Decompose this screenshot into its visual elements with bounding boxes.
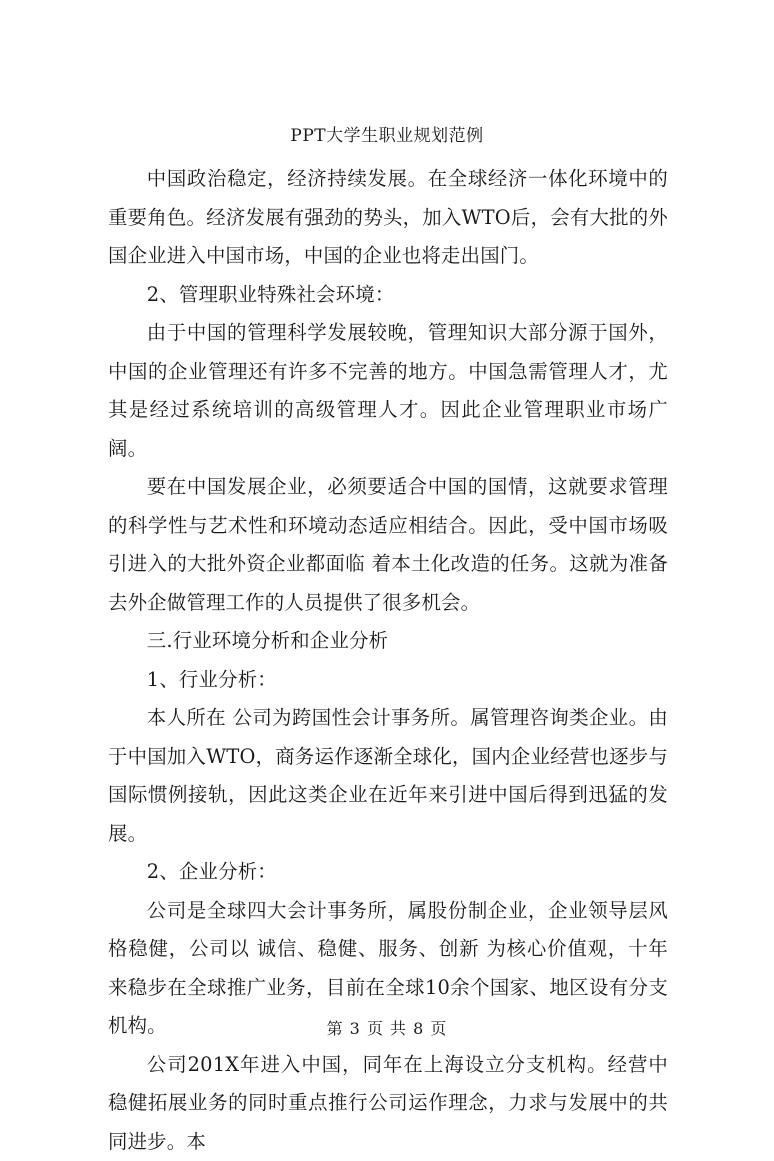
subsection-heading-enterprise: 2、企业分析： (108, 853, 668, 892)
document-title: PPT大学生职业规划范例 (0, 124, 774, 148)
page-number-footer: 第 3 页 共 8 页 (0, 1018, 774, 1040)
document-body (108, 160, 668, 1161)
paragraph-industry: 本人所在 公司为跨国性会计事务所。属管理咨询类企业。由于中国加入WTO，商务运作逐渐全球化，国内企业经营也逐步与国际惯例接轨，因此这类企业在近年来引进中国后得到迅猛的发展。 (108, 699, 668, 853)
paragraph-economy: 中国政治稳定，经济持续发展。在全球经济一体化环境中的重要角色。经济发展有强劲的势头，加入WTO后，会有大批的外国企业进入中国市场，中国的企业也将走出国门。 (108, 160, 668, 276)
section-heading-management-environment: 2、管理职业特殊社会环境： (108, 276, 668, 315)
paragraph-china-entry: 公司201X年进入中国，同年在上海设立分支机构。经营中稳健拓展业务的同时重点推行公司运作理念，力求与发展中的共同进步。本 (108, 1046, 668, 1161)
paragraph-localization: 要在中国发展企业，必须要适合中国的国情，这就要求管理的科学性与艺术性和环境动态适应相结合。因此，受中国市场吸引进入的大批外资企业都面临 着本土化改造的任务。这就为准备去外企做管理工作的人员提供了很多机会。 (108, 468, 668, 622)
subsection-heading-industry: 1、行业分析： (108, 661, 668, 700)
section-heading-industry-analysis: 三.行业环境分析和企业分析 (108, 622, 668, 661)
paragraph-management-science: 由于中国的管理科学发展较晚，管理知识大部分源于国外，中国的企业管理还有许多不完善的地方。中国急需管理人才，尤其是经过系统培训的高级管理人才。因此企业管理职业市场广阔。 (108, 314, 668, 468)
paragraph-enterprise: 公司是全球四大会计事务所，属股份制企业，企业领导层风格稳健，公司以 诚信、稳健、服务、创新 为核心价值观，十年来稳步在全球推广业务，目前在全球10余个国家、地区设有分支机构。 (108, 892, 668, 1046)
